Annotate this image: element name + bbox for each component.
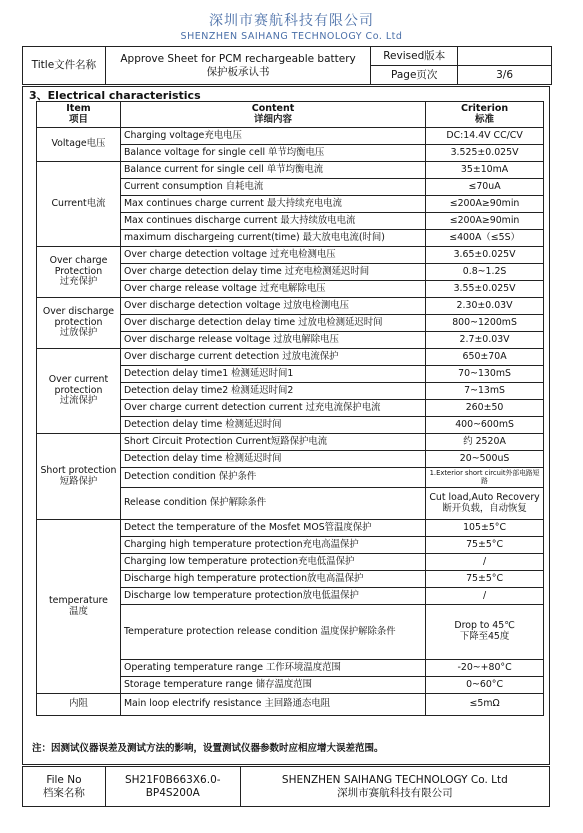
group-over-discharge: Over discharge protection 过放保护 xyxy=(37,298,121,349)
row-content: Charging voltage充电电压 xyxy=(120,128,425,145)
col-header-content: Content 详细内容 xyxy=(120,102,425,128)
row-content: Balance current for single cell 单节均衡电流 xyxy=(120,162,425,179)
row-criterion: 3.525±0.025V xyxy=(426,145,544,162)
table-row xyxy=(37,298,544,315)
row-criterion: 400~600mS xyxy=(426,417,544,434)
table-row xyxy=(37,520,544,537)
row-content: Over discharge detection delay time 过放电检测延迟时间 xyxy=(120,315,425,332)
row-criterion: ≤200A≥90min xyxy=(426,213,544,230)
group-current: Current电流 xyxy=(37,162,121,247)
row-content: Detection delay time1 检测延迟时间1 xyxy=(120,366,425,383)
row-criterion: / xyxy=(426,554,544,571)
row-criterion: Drop to 45℃ 下降至45度 xyxy=(426,605,544,660)
group-voltage: Voltage电压 xyxy=(37,128,121,162)
company-name-en: SHENZHEN SAIHANG TECHNOLOGY Co. Ltd xyxy=(180,31,403,42)
file-no-label: File No 档案名称 xyxy=(23,767,106,807)
row-criterion: 7~13mS xyxy=(426,383,544,400)
table-row xyxy=(37,247,544,264)
table-row xyxy=(37,128,544,145)
row-criterion: 3.65±0.025V xyxy=(426,247,544,264)
row-criterion: 约 2520A xyxy=(426,434,544,451)
row-content: Over discharge detection voltage 过放电检测电压 xyxy=(120,298,425,315)
footer-company: SHENZHEN SAIHANG TECHNOLOGY Co. Ltd 深圳市赛航科技有限公司 xyxy=(240,767,549,807)
row-content: Over discharge current detection 过放电流保护 xyxy=(120,349,425,366)
company-name-cn: 深圳市赛航科技有限公司 xyxy=(209,13,374,29)
row-criterion: Cut load,Auto Recovery 断开负载，自动恢复 xyxy=(426,488,544,520)
company-header xyxy=(0,10,583,42)
row-criterion: 35±10mA xyxy=(426,162,544,179)
group-temperature: temperature 温度 xyxy=(37,520,121,694)
group-short-protection: Short protection 短路保护 xyxy=(37,434,121,520)
row-criterion: 105±5°C xyxy=(426,520,544,537)
row-content: Charging high temperature protection充电高温保护 xyxy=(120,537,425,554)
row-criterion: 260±50 xyxy=(426,400,544,417)
row-content: Short Circuit Protection Current短路保护电流 xyxy=(120,434,425,451)
table-row xyxy=(37,434,544,451)
row-content: Main loop electrify resistance 主回路通态电阻 xyxy=(120,694,425,716)
row-content: Max continues discharge current 最大持续放电电流 xyxy=(120,213,425,230)
row-criterion: ≤400A（≤5S） xyxy=(426,230,544,247)
row-content: Release condition 保护解除条件 xyxy=(120,488,425,520)
group-over-current: Over current protection 过流保护 xyxy=(37,349,121,434)
revised-label: Revised版本 xyxy=(371,47,458,66)
table-header-row xyxy=(37,102,544,128)
row-criterion: ≤70uA xyxy=(426,179,544,196)
page-value: 3/6 xyxy=(458,66,552,85)
row-criterion: 2.30±0.03V xyxy=(426,298,544,315)
row-content: Discharge high temperature protection放电高温保护 xyxy=(120,571,425,588)
electrical-characteristics-table xyxy=(36,101,544,716)
row-content: Detection delay time2 检测延迟时间2 xyxy=(120,383,425,400)
row-content: Over charge release voltage 过充电解除电压 xyxy=(120,281,425,298)
row-content: Detect the temperature of the Mosfet MOS管温度保护 xyxy=(120,520,425,537)
table-row xyxy=(37,162,544,179)
row-criterion: 3.55±0.025V xyxy=(426,281,544,298)
row-content: Operating temperature range 工作环境温度范围 xyxy=(120,660,425,677)
footnote: 注：因测试仪器误差及测试方法的影响，设置测试仪器参数时应相应增大误差范围。 xyxy=(32,743,384,754)
row-content: Storage temperature range 储存温度范围 xyxy=(120,677,425,694)
row-criterion: ≤5mΩ xyxy=(426,694,544,716)
row-criterion: 0.8~1.2S xyxy=(426,264,544,281)
group-resistance: 内阻 xyxy=(37,694,121,716)
row-content: Balance voltage for single cell 单节均衡电压 xyxy=(120,145,425,162)
footer-table xyxy=(22,766,550,807)
row-content: Temperature protection release condition 温度保护解除条件 xyxy=(120,605,425,660)
file-no-value: SH21F0B663X6.0- BP4S200A xyxy=(105,767,240,807)
row-criterion: / xyxy=(426,588,544,605)
row-criterion: 75±5°C xyxy=(426,571,544,588)
row-content: maximum dischargeing current(time) 最大放电电流(时间) xyxy=(120,230,425,247)
row-criterion: 0~60°C xyxy=(426,677,544,694)
document-header-table xyxy=(22,46,552,85)
row-criterion: 20~500uS xyxy=(426,451,544,468)
document-title-cn: 保护板承认书 xyxy=(206,65,270,78)
title-label: Title文件名称 xyxy=(23,47,106,85)
revised-value xyxy=(458,47,552,66)
row-content: Detection delay time 检测延迟时间 xyxy=(120,451,425,468)
row-criterion: 1.Exterior short circuit外部电路短路 xyxy=(426,468,544,488)
row-criterion: 650±70A xyxy=(426,349,544,366)
row-criterion: 70~130mS xyxy=(426,366,544,383)
row-content: Current consumption 自耗电流 xyxy=(120,179,425,196)
row-content: Max continues charge current 最大持续充电电流 xyxy=(120,196,425,213)
row-criterion: DC:14.4V CC/CV xyxy=(426,128,544,145)
table-row xyxy=(37,694,544,716)
row-content: Detection delay time 检测延迟时间 xyxy=(120,417,425,434)
row-criterion: 2.7±0.03V xyxy=(426,332,544,349)
row-criterion: 800~1200mS xyxy=(426,315,544,332)
table-row xyxy=(37,349,544,366)
row-criterion: 75±5°C xyxy=(426,537,544,554)
page-label: Page页次 xyxy=(371,66,458,85)
row-content: Over charge detection voltage 过充电检测电压 xyxy=(120,247,425,264)
row-content: Over charge detection delay time 过充电检测延迟时间 xyxy=(120,264,425,281)
col-header-item: Item 项目 xyxy=(37,102,121,128)
row-content: Over charge current detection current 过充电流保护电流 xyxy=(120,400,425,417)
row-content: Detection condition 保护条件 xyxy=(120,468,425,488)
row-content: Charging low temperature protection充电低温保护 xyxy=(120,554,425,571)
row-content: Over discharge release voltage 过放电解除电压 xyxy=(120,332,425,349)
row-criterion: ≤200A≥90min xyxy=(426,196,544,213)
row-content: Discharge low temperature protection放电低温保护 xyxy=(120,588,425,605)
document-title-en: Approve Sheet for PCM rechargeable battery xyxy=(120,53,356,66)
col-header-criterion: Criterion 标准 xyxy=(426,102,544,128)
section-title: 3、Electrical characteristics xyxy=(29,89,201,102)
row-criterion: -20~+80°C xyxy=(426,660,544,677)
document-title xyxy=(105,47,370,85)
group-over-charge: Over charge Protection 过充保护 xyxy=(37,247,121,298)
